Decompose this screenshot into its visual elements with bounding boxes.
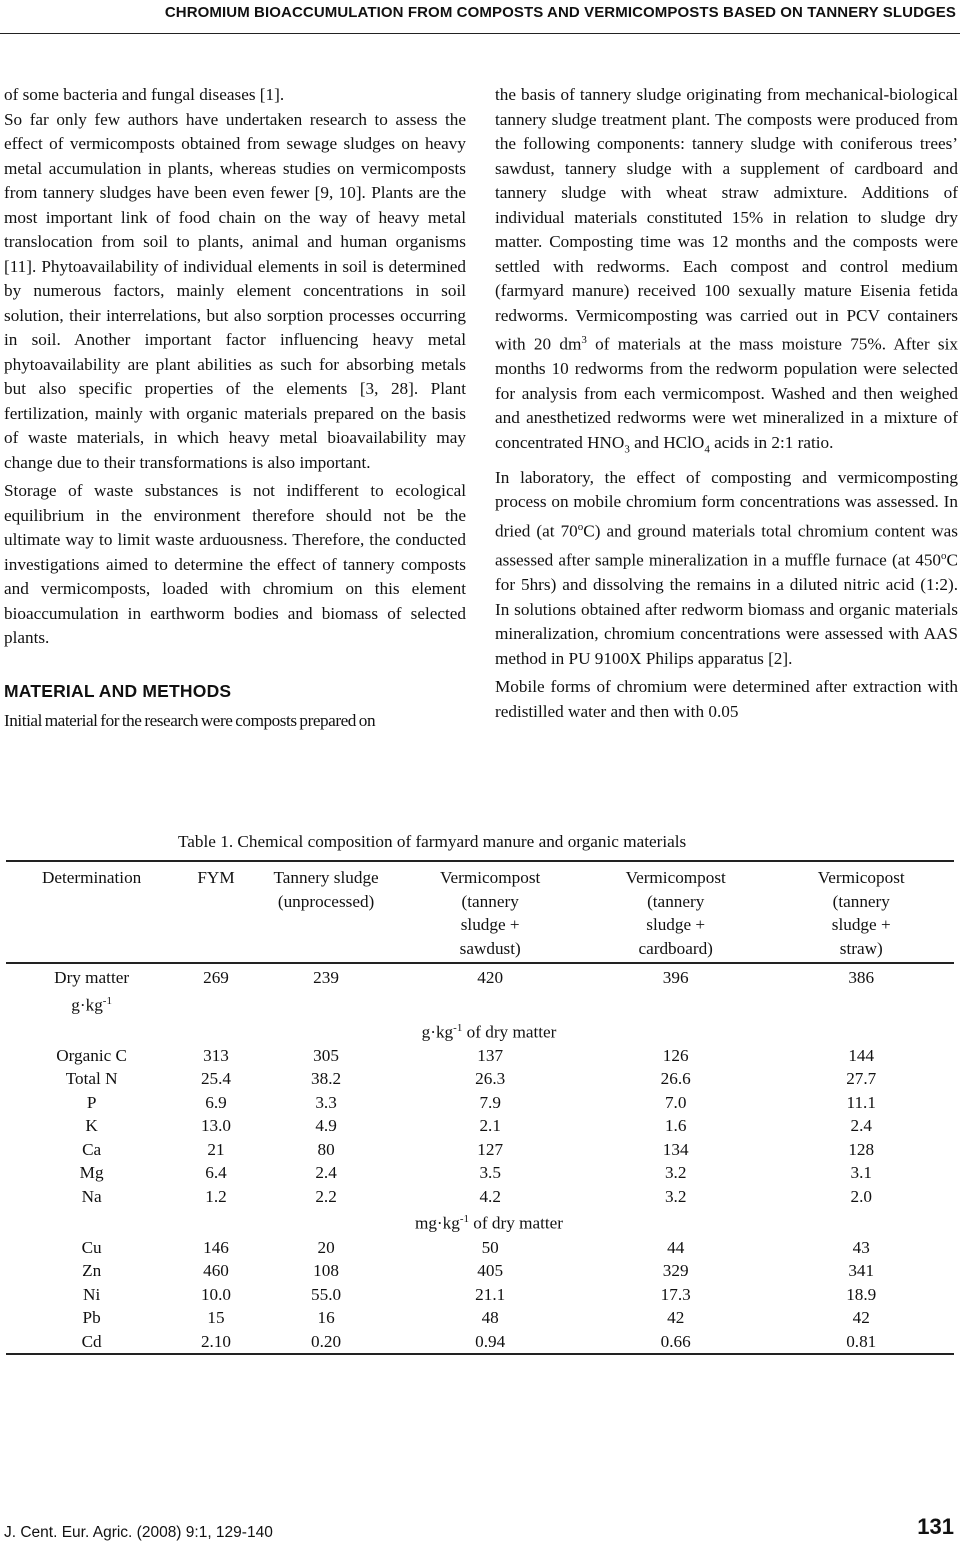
table-cell: 269 bbox=[203, 968, 229, 987]
table-cell: 25.4 bbox=[200, 1069, 232, 1089]
unit-label: $g\cdot kg^{-1}$ of dry matter bbox=[421, 1021, 557, 1042]
table-cell: 3.3 bbox=[315, 1092, 337, 1112]
section-heading: MATERIAL AND METHODS bbox=[4, 680, 232, 701]
table-cell: 137 bbox=[477, 1045, 504, 1065]
table-cell: 127 bbox=[477, 1139, 504, 1159]
table-cell: 6.4 bbox=[205, 1163, 227, 1183]
table-cell: 0.81 bbox=[768, 1330, 954, 1355]
row-label: Ca bbox=[82, 1139, 102, 1159]
unit-row bbox=[6, 1017, 954, 1044]
row-label: Cd bbox=[6, 1330, 177, 1355]
row-label: Mg bbox=[79, 1163, 104, 1183]
table-cell: 48 bbox=[481, 1308, 499, 1328]
column-header-line: cardboard) bbox=[638, 938, 713, 958]
table-cell: 43 bbox=[852, 1237, 870, 1257]
table-cell: 2.10 bbox=[177, 1330, 254, 1355]
row-label: Pb bbox=[82, 1308, 101, 1328]
left-paragraph-3: Storage of waste substances is not indifferent to ecological equilibrium in the environment therefore should not be the ultimate way to limit waste arduousness. Therefore, the conducted investigations aimed to determine the effect of tannery composts and vermicomposts, loaded with chromium on this element bioaccumulation in earthworm bodies and biomass of selected plants. bbox=[4, 481, 466, 647]
table-row bbox=[6, 1283, 954, 1307]
unit-row bbox=[6, 1208, 954, 1235]
table-cell: 7.0 bbox=[664, 1092, 687, 1112]
table-cell: 2.1 bbox=[479, 1116, 501, 1136]
column-header-line: (unprocessed) bbox=[277, 891, 375, 911]
table-cell: 27.7 bbox=[846, 1069, 877, 1089]
table-header-row bbox=[6, 861, 954, 963]
table-cell: 26.6 bbox=[660, 1069, 691, 1089]
table-row bbox=[6, 1138, 954, 1162]
table-row bbox=[6, 1067, 954, 1091]
column-header-line: Vermicompost bbox=[625, 868, 726, 887]
table-cell: 146 bbox=[203, 1237, 229, 1257]
table-row bbox=[6, 1236, 954, 1260]
column-header bbox=[397, 861, 583, 963]
table-cell: 396 bbox=[662, 968, 689, 987]
table-1 bbox=[6, 860, 954, 1355]
table-cell: 420 bbox=[477, 968, 504, 987]
table-row bbox=[6, 1306, 954, 1330]
table-cell: 239 bbox=[313, 968, 339, 987]
row-label-text: Dry matter bbox=[54, 968, 130, 987]
table-cell: 42 bbox=[667, 1308, 685, 1328]
column-header bbox=[6, 861, 177, 963]
table-cell: 13.0 bbox=[200, 1116, 232, 1136]
table-row bbox=[6, 1185, 954, 1209]
table-cell: 42 bbox=[852, 1308, 870, 1328]
table-row bbox=[6, 963, 954, 1017]
table-cell: 4.9 bbox=[315, 1116, 337, 1136]
row-label: Total N bbox=[65, 1069, 118, 1089]
table-cell: 2.4 bbox=[850, 1116, 872, 1136]
table-row bbox=[6, 1044, 954, 1068]
table-cell: 0.20 bbox=[255, 1330, 398, 1355]
table-cell: 1.6 bbox=[664, 1116, 687, 1136]
table-row bbox=[6, 1330, 954, 1355]
table-cell: 21.1 bbox=[475, 1284, 506, 1304]
left-paragraph-1: of some bacteria and fungal diseases [1]. bbox=[4, 85, 285, 104]
column-header-line: sludge + bbox=[831, 915, 891, 934]
row-label: Ni bbox=[83, 1284, 101, 1304]
column-header-line: sludge + bbox=[646, 915, 706, 934]
column-header-line: (tannery bbox=[461, 891, 519, 911]
table-cell: 10.0 bbox=[200, 1284, 232, 1304]
row-label: P bbox=[86, 1092, 97, 1112]
row-label bbox=[6, 963, 177, 1017]
column-header bbox=[177, 861, 254, 963]
column-header bbox=[768, 861, 954, 963]
table-cell: 11.1 bbox=[846, 1092, 876, 1112]
table-cell: 3.2 bbox=[664, 1186, 687, 1206]
row-label: Organic C bbox=[56, 1045, 128, 1065]
right-paragraph-3: Mobile forms of chromium were determined after extraction with redistilled water and then with 0.05 bbox=[495, 677, 958, 721]
table-cell: 80 bbox=[317, 1139, 335, 1159]
row-unit: $g\cdot kg^{-1}$ bbox=[71, 994, 112, 1015]
table-body bbox=[6, 963, 954, 1354]
left-paragraph-2: So far only few authors have undertaken research to assess the effect of vermicomposts obtained from sewage sludges on heavy metal accumulation in plants, whereas studies on vermicomposts from tannery sludges have been even fewer [9, 10]. Plants are the most important link of food chain on the way of heavy metal translocation from soil to plants, animal and human organisms [11]. Phytoavailability of individual elements in soil is determined by numerous factors, mainly element concentrations in soil solution, their interrelations, but also sorption processes occurring in soil. Another important factor influencing heavy metal phytoavailability are plant abilities as such for absorbing metals but also specific properties of the elements [3, 28]. Plant fertilization, mainly with organic materials prepared on the basis of waste materials, in which heavy metal bioavailability may change due to their transformations is also important. bbox=[4, 109, 466, 472]
table-cell: 16 bbox=[317, 1308, 335, 1328]
right-column bbox=[495, 83, 958, 724]
table-cell: 6.9 bbox=[205, 1092, 227, 1112]
table-cell: 2.2 bbox=[315, 1186, 337, 1206]
table-cell: 38.2 bbox=[311, 1069, 342, 1089]
unit-label: $mg\cdot kg^{-1}$ of dry matter bbox=[414, 1213, 564, 1234]
column-header bbox=[255, 861, 398, 963]
table-cell: 128 bbox=[848, 1139, 875, 1159]
table-cell: 386 bbox=[848, 968, 875, 987]
column-header bbox=[583, 861, 769, 963]
journal-citation: J. Cent. Eur. Agric. (2008) 9:1, 129-140 bbox=[4, 1524, 273, 1541]
table-row bbox=[6, 1091, 954, 1115]
row-label: Cu bbox=[81, 1237, 102, 1257]
table-cell: 144 bbox=[848, 1045, 875, 1065]
column-header-line: Determination bbox=[41, 868, 142, 887]
table-cell: 305 bbox=[313, 1045, 339, 1065]
table-cell: 18.9 bbox=[846, 1284, 877, 1304]
column-header-line: sawdust) bbox=[459, 938, 521, 958]
row-label: Zn bbox=[82, 1261, 102, 1281]
table-cell: 2.4 bbox=[315, 1163, 337, 1183]
table-cell: 4.2 bbox=[479, 1186, 501, 1206]
table-cell: 329 bbox=[662, 1261, 689, 1281]
table-cell: 0.94 bbox=[397, 1330, 583, 1355]
table-cell: 1.2 bbox=[205, 1186, 227, 1206]
table-caption: Table 1. Chemical composition of farmyard manure and organic materials bbox=[178, 832, 687, 851]
left-column bbox=[4, 83, 466, 734]
table-cell: 44 bbox=[667, 1237, 685, 1257]
table-cell: 50 bbox=[481, 1237, 499, 1257]
row-label: K bbox=[85, 1116, 98, 1136]
left-paragraph-4: Initial material for the research were composts prepared on bbox=[4, 711, 376, 730]
table-cell: 126 bbox=[662, 1045, 689, 1065]
page-number: 131 bbox=[917, 1514, 954, 1539]
table-cell: 405 bbox=[477, 1261, 504, 1281]
table-cell: 3.5 bbox=[479, 1163, 501, 1183]
header-rule bbox=[0, 33, 960, 34]
table-cell: 17.3 bbox=[660, 1284, 691, 1304]
table-cell: 15 bbox=[207, 1308, 225, 1328]
column-header-line: Vermicompost bbox=[440, 868, 541, 887]
table-cell: 21 bbox=[207, 1139, 225, 1159]
table-cell: 20 bbox=[317, 1237, 335, 1257]
table-cell: 7.9 bbox=[479, 1092, 501, 1112]
row-label: Na bbox=[81, 1186, 102, 1206]
table-cell: 134 bbox=[662, 1139, 689, 1159]
table-row bbox=[6, 1114, 954, 1138]
column-header-line: Tannery sludge bbox=[273, 868, 379, 887]
right-paragraph-2: In laboratory, the effect of composting and vermicomposting process on mobile chromium form concentrations was assessed. In dried (at 70$^o$C) and ground materials total chromium content was assessed after sample mineralization in a muffle furnace (at 450$^o$C for 5hrs) and dissolving the remains in a diluted nitric acid (1:2). In solutions obtained after redworm biomass and organic materials mineralization, chromium concentrations were assessed with AAS method in PU 9100X Philips apparatus [2]. bbox=[495, 467, 958, 668]
table-cell: 460 bbox=[203, 1261, 229, 1281]
table-row bbox=[6, 1161, 954, 1185]
table-cell: 341 bbox=[848, 1261, 875, 1281]
table-cell: 108 bbox=[313, 1261, 339, 1281]
table-cell: 313 bbox=[203, 1045, 229, 1065]
table-cell: 0.66 bbox=[583, 1330, 769, 1355]
table-row bbox=[6, 1259, 954, 1283]
column-header-line: FYM bbox=[197, 868, 235, 887]
column-header-line: (tannery bbox=[647, 891, 705, 911]
table-cell: 2.0 bbox=[850, 1186, 872, 1206]
column-header-line: sludge + bbox=[460, 915, 520, 934]
column-header-line: (tannery bbox=[832, 891, 890, 911]
table-cell: 55.0 bbox=[311, 1284, 342, 1304]
column-header-line: straw) bbox=[839, 938, 883, 958]
table-cell: 3.2 bbox=[664, 1163, 687, 1183]
right-paragraph-1: the basis of tannery sludge originating from mechanical-biological tannery sludge treatment plant. The composts were produced from the following components: tannery sludge with coniferous trees’ sawdust, tannery sludge with a supplement of cardboard and tannery sludge with wheat straw admixture. Additions of individual materials constituted 15% in relation to sludge dry matter. Composting time was 12 months and the composts were settled with redworms. Each compost and control medium (farmyard manure) received 100 sexually mature Eisenia fetida redworms. Vermicomposting was carried out in PCV containers with 20 $dm^3$ of materials at the mass moisture 75%. After six months 10 redworms from the redworm population were selected for analysis from each vermicompost. Washed and then weighed and anesthetized redworms were wet mineralized in a mixture of concentrated $HNO_3$ and HClO$_4$ acids in 2:1 ratio. bbox=[495, 85, 958, 456]
running-header: CHROMIUM BIOACCUMULATION FROM COMPOSTS AND VERMICOMPOSTS BASED ON TANNERY SLUDGES bbox=[164, 4, 956, 21]
table-cell: 26.3 bbox=[475, 1069, 506, 1089]
table-cell: 3.1 bbox=[850, 1163, 872, 1183]
column-header-line: Vermicopost bbox=[817, 868, 905, 887]
